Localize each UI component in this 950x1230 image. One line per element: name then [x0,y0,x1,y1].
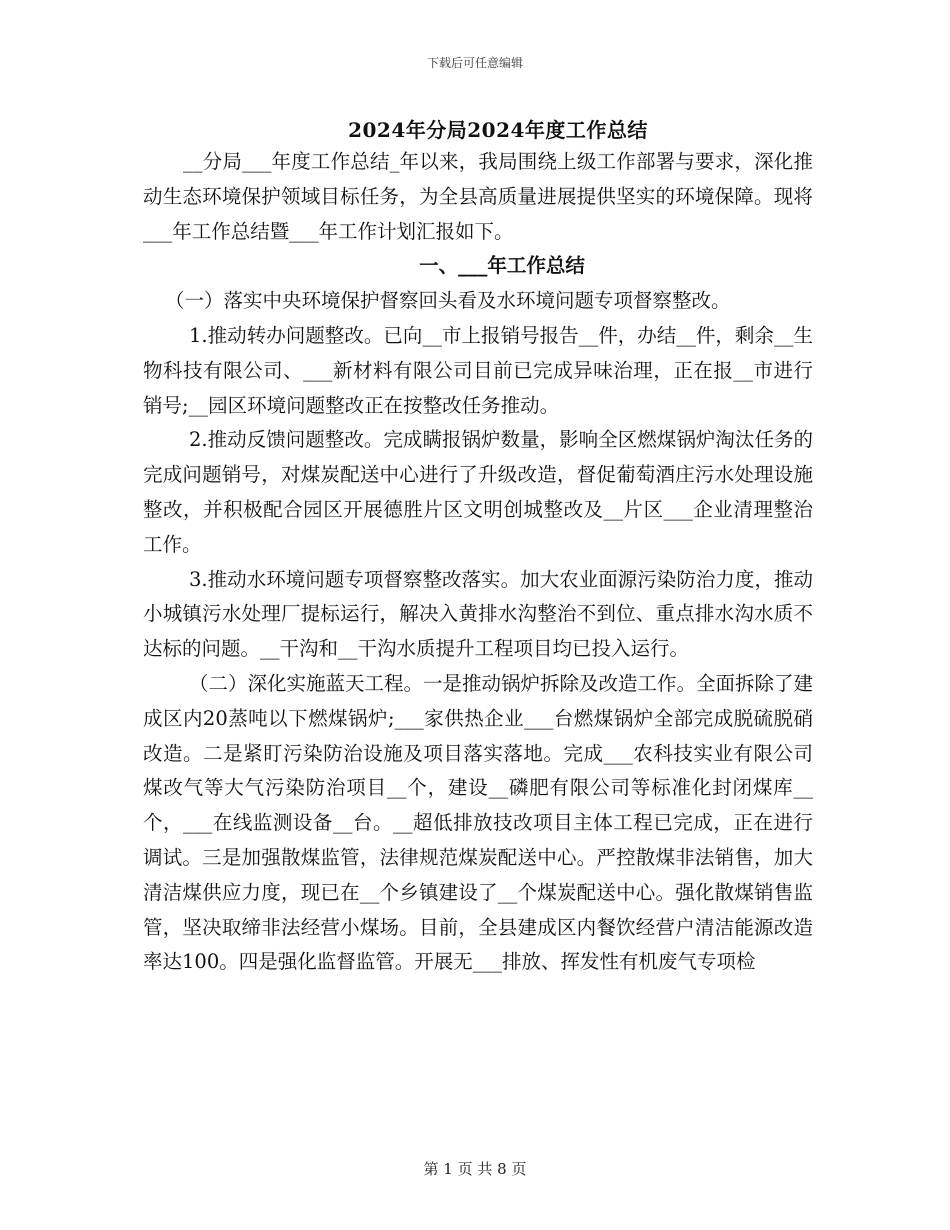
document-title: 2024年分局2024年度工作总结 [348,118,648,142]
intro-paragraph: __分局___年度工作总结_年以来，我局围绕上级工作部署与要求，深化推动生态环境保护领域目标任务，为全县高质量进展提供坚实的环境保障。现将___年工作总结暨___年工作计划汇报如下。 [143,150,813,243]
section-heading: 一、___年工作总结 [419,254,585,278]
list-item: 2.推动反馈问题整改。完成瞒报锅炉数量，影响全区燃煤锅炉淘汰任务的完成问题销号，对煤炭配送中心进行了升级改造，督促葡萄酒庄污水处理设施整改，并积极配合园区开展德胜片区文明创城整改及__片区___企业清理整治工作。 [143,428,813,556]
list-item: 3.推动水环境问题专项督察整改落实。加大农业面源污染防治力度，推动小城镇污水处理厂提标运行，解决入黄排水沟整治不到位、重点排水沟水质不达标的问题。__干沟和__干沟水质提升工程项目均已投入运行。 [143,567,813,661]
subsection-paragraph: （二）深化实施蓝天工程。一是推动锅炉拆除及改造工作。全面拆除了建成区内20蒸吨以下燃煤锅炉;___家供热企业___台燃煤锅炉全部完成脱硫脱硝改造。二是紧盯污染防治设施及项目落实落地。完成___农科技实业有限公司煤改气等大气污染防治项目__个，建设__磷肥有限公司等标准化封闭煤库__个，___在线监测设备__台。__超低排放技改项目主体工程已完成，正在进行调试。三是加强散煤监管，法律规范煤炭配送中心。严控散煤非法销售，加大清洁煤供应力度，现已在__个乡镇建设了__个煤炭配送中心。强化散煤销售监管，坚决取缔非法经营小煤场。目前，全县建成区内餐饮经营户清洁能源改造率达100。四是强化监督监管。开展无___排放、挥发性有机废气专项检 [143,671,814,974]
page-indicator: 第 1 页 共 8 页 [423,1160,527,1178]
document-body [143,145,813,980]
list-item: 1.推动转办问题整改。已向__市上报销号报告__件，办结__件，剩余__生物科技有限公司、___新材料有限公司目前已完成异味治理，正在报__市进行销号;__园区环境问题整改正在按整改任务推动。 [143,323,813,417]
subsection-heading: （一）落实中央环境保护督察回头看及水环境问题专项督察整改。 [165,289,731,313]
header-note: 下载后可任意编辑 [426,56,523,70]
